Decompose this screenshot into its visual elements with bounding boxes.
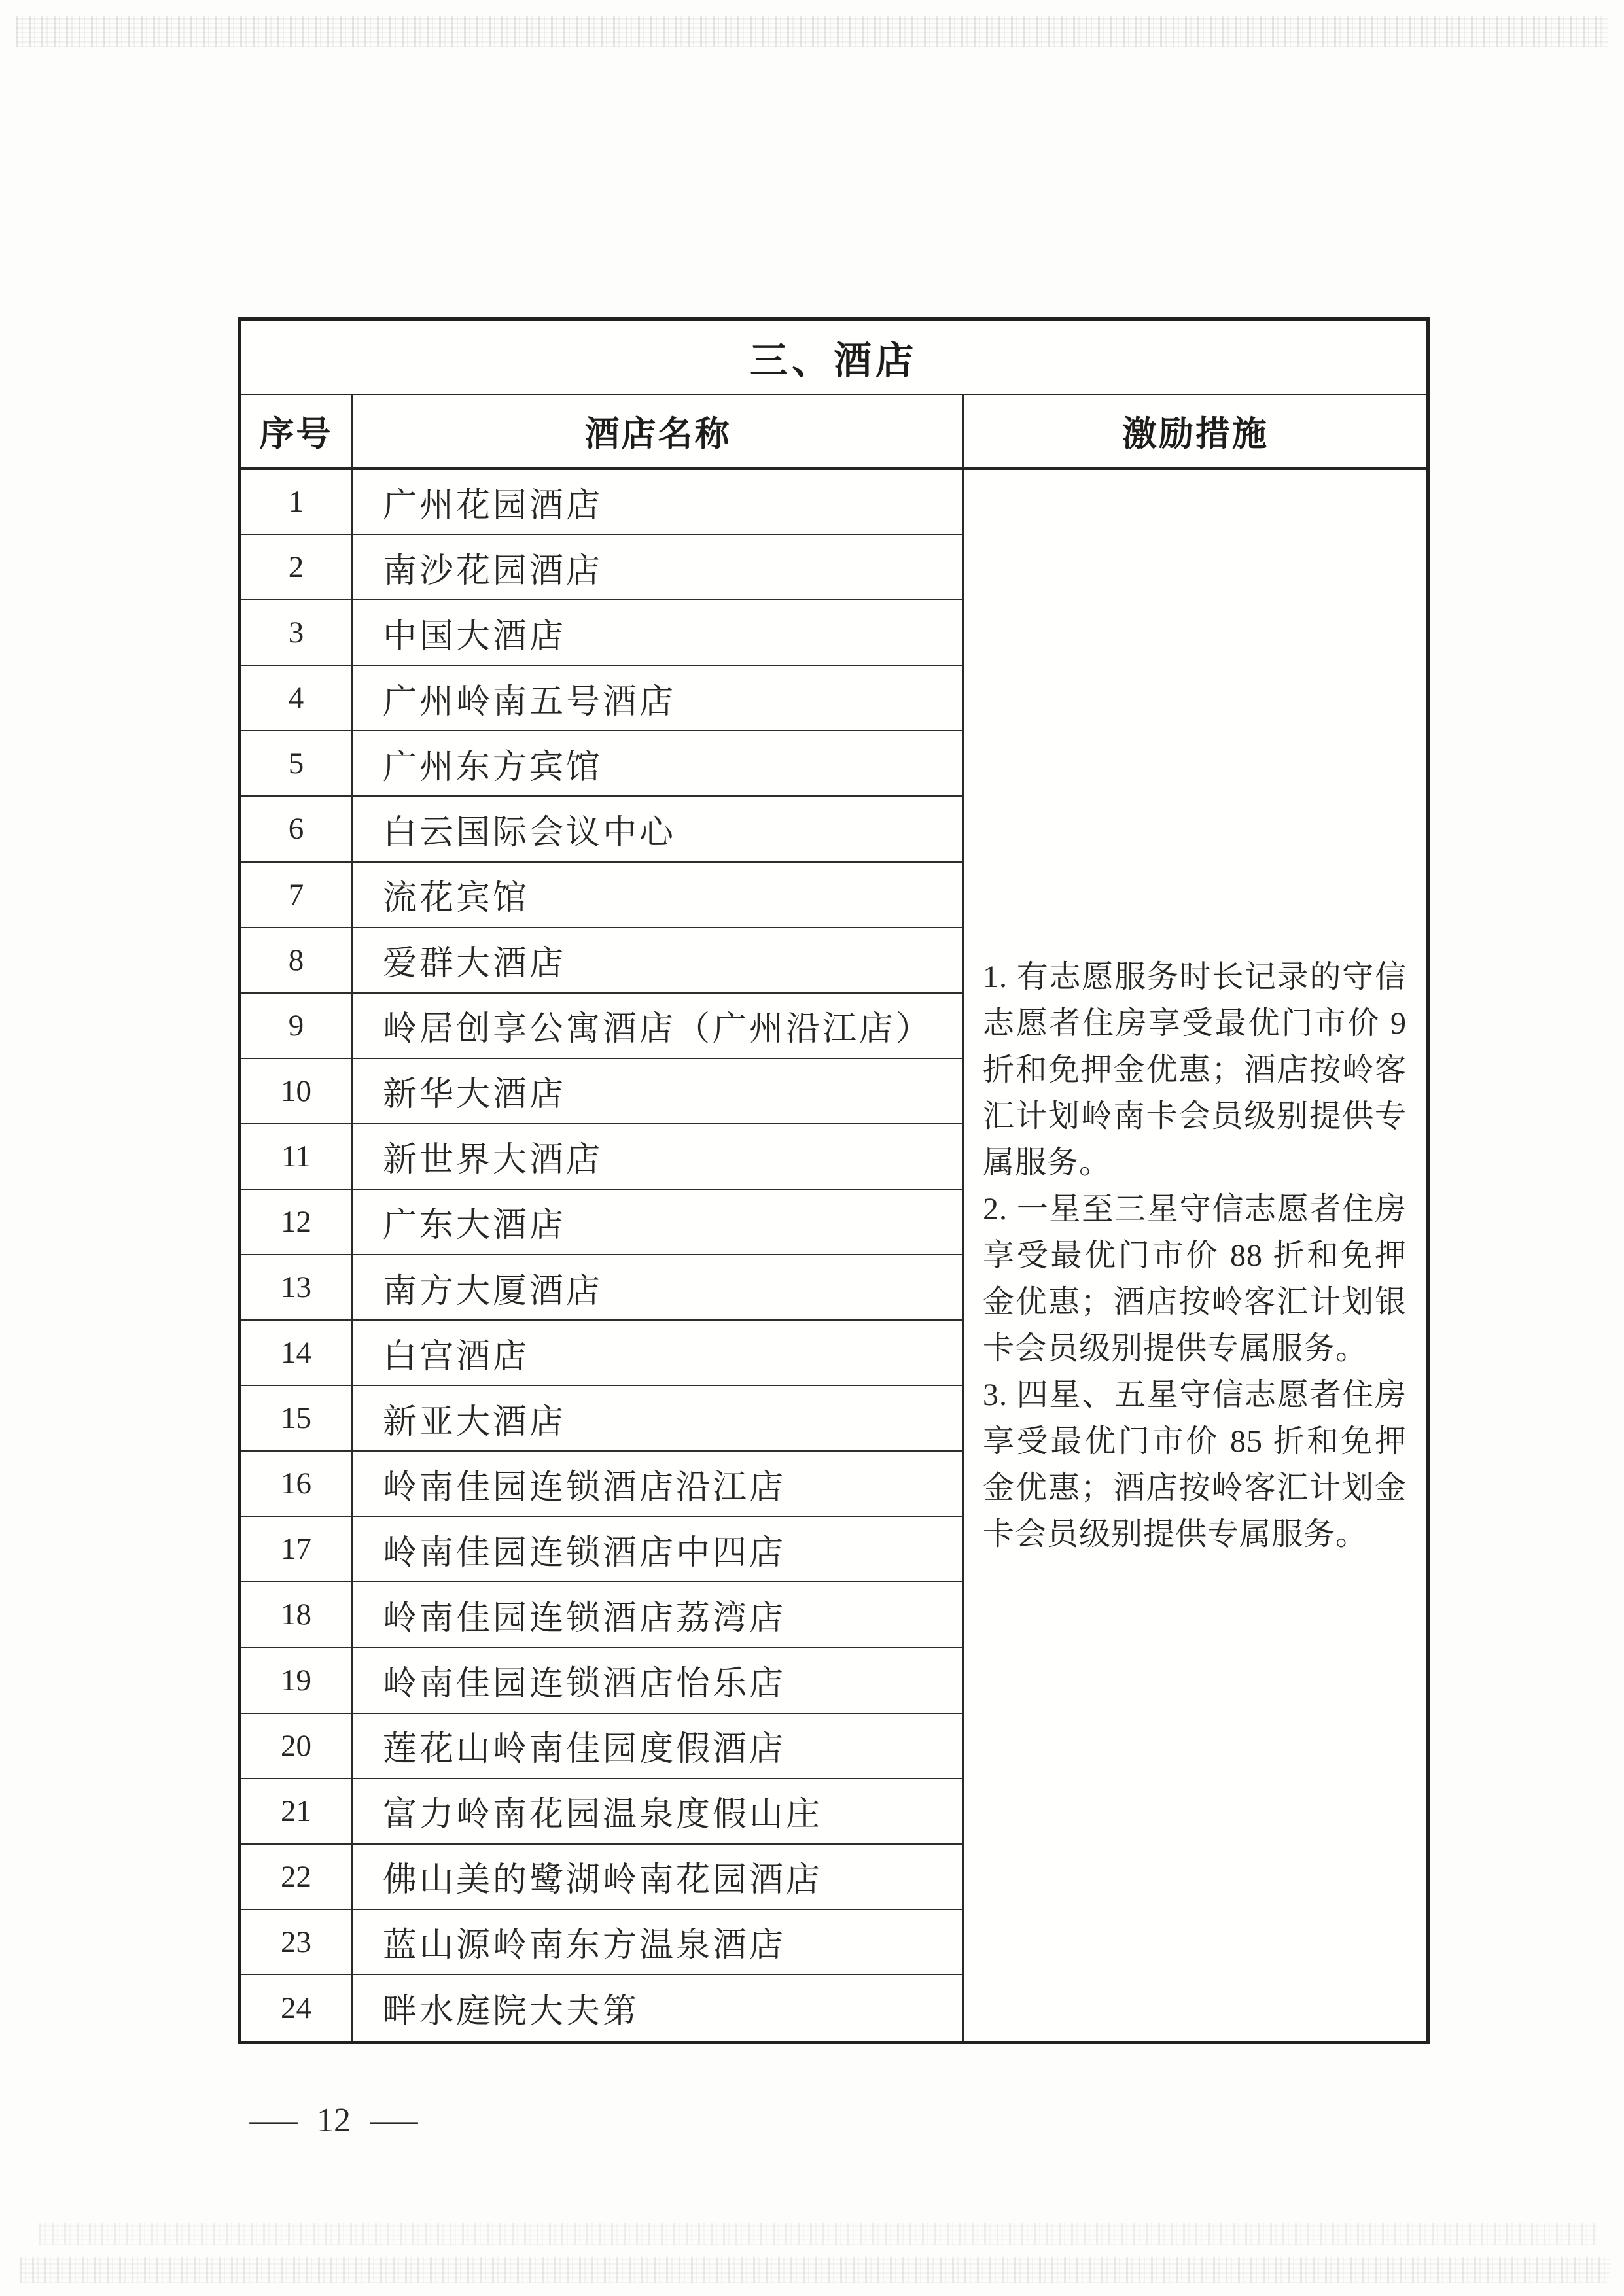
hotel-name-cell: 广州东方宾馆 [353, 731, 964, 797]
hotel-name-cell: 南方大厦酒店 [353, 1255, 964, 1321]
hotel-name-cell: 白云国际会议中心 [353, 797, 964, 862]
row-number-cell: 14 [241, 1321, 353, 1386]
row-number-cell: 2 [241, 535, 353, 600]
row-number-cell: 12 [241, 1190, 353, 1255]
hotels-table [238, 317, 1430, 2044]
scan-artifact-bottom-1 [39, 2223, 1597, 2245]
row-number-cell: 19 [241, 1648, 353, 1714]
table-title: 三、酒店 [241, 321, 1426, 395]
row-number-cell: 3 [241, 600, 353, 666]
incentive-paragraph: 3. 四星、五星守信志愿者住房享受最优门市价 85 折和免押金优惠；酒店按岭客汇计划金卡会员级别提供专属服务。 [983, 1377, 1407, 1552]
hotel-name-cell: 岭南佳园连锁酒店沿江店 [353, 1452, 964, 1517]
row-number-cell: 23 [241, 1910, 353, 1975]
hotel-name-cell: 新亚大酒店 [353, 1386, 964, 1452]
hotel-name-cell: 爱群大酒店 [353, 928, 964, 994]
hotel-name-cell: 流花宾馆 [353, 863, 964, 928]
incentive-paragraph: 1. 有志愿服务时长记录的守信志愿者住房享受最优门市价 9 折和免押金优惠；酒店按岭客汇计划岭南卡会员级别提供专属服务。 [983, 959, 1407, 1180]
page-number [249, 2101, 418, 2140]
hotel-name-cell: 新华大酒店 [353, 1059, 964, 1124]
row-number-cell: 21 [241, 1779, 353, 1845]
hotel-name-cell: 岭南佳园连锁酒店怡乐店 [353, 1648, 964, 1714]
row-number-cell: 8 [241, 928, 353, 994]
row-number-cell: 16 [241, 1452, 353, 1517]
hotel-name-cell: 岭南佳园连锁酒店荔湾店 [353, 1582, 964, 1648]
row-number-cell: 13 [241, 1255, 353, 1321]
row-number-cell: 22 [241, 1845, 353, 1910]
hotel-name-cell: 畔水庭院大夫第 [353, 1975, 964, 2041]
hotel-name-cell: 富力岭南花园温泉度假山庄 [353, 1779, 964, 1845]
hotel-name-cell: 南沙花园酒店 [353, 535, 964, 600]
row-number-cell: 17 [241, 1517, 353, 1582]
row-number-cell: 6 [241, 797, 353, 862]
hotel-name-cell: 广州花园酒店 [353, 470, 964, 535]
hotel-name-cell: 白宫酒店 [353, 1321, 964, 1386]
scan-artifact-bottom-2 [20, 2257, 1610, 2283]
column-header-incentives: 激励措施 [964, 395, 1426, 470]
row-number-cell: 1 [241, 470, 353, 535]
row-number-cell: 7 [241, 863, 353, 928]
scan-artifact-top [16, 16, 1608, 47]
page-number-value: 12 [317, 2102, 351, 2139]
incentive-measures-cell [964, 470, 1426, 2041]
hotel-name-cell: 蓝山源岭南东方温泉酒店 [353, 1910, 964, 1975]
row-number-cell: 15 [241, 1386, 353, 1452]
row-number-cell: 10 [241, 1059, 353, 1124]
hotel-name-cell: 岭南佳园连锁酒店中四店 [353, 1517, 964, 1582]
page-number-dash-left: — [249, 2102, 298, 2139]
hotel-name-cell: 岭居创享公寓酒店（广州沿江店） [353, 994, 964, 1059]
hotel-name-cell: 中国大酒店 [353, 600, 964, 666]
column-header-serial-number: 序号 [241, 395, 353, 470]
hotel-name-cell: 莲花山岭南佳园度假酒店 [353, 1714, 964, 1779]
column-header-hotel-name: 酒店名称 [353, 395, 964, 470]
incentive-paragraph: 2. 一星至三星守信志愿者住房享受最优门市价 88 折和免押金优惠；酒店按岭客汇计划银卡会员级别提供专属服务。 [983, 1191, 1407, 1366]
hotel-name-cell: 佛山美的鹭湖岭南花园酒店 [353, 1845, 964, 1910]
hotel-name-cell: 广州岭南五号酒店 [353, 666, 964, 731]
hotel-name-cell: 广东大酒店 [353, 1190, 964, 1255]
row-number-cell: 5 [241, 731, 353, 797]
row-number-cell: 11 [241, 1124, 353, 1190]
row-number-cell: 20 [241, 1714, 353, 1779]
row-number-cell: 4 [241, 666, 353, 731]
hotel-name-cell: 新世界大酒店 [353, 1124, 964, 1190]
row-number-cell: 24 [241, 1975, 353, 2041]
row-number-cell: 9 [241, 994, 353, 1059]
page-number-dash-right: — [370, 2102, 418, 2139]
row-number-cell: 18 [241, 1582, 353, 1648]
